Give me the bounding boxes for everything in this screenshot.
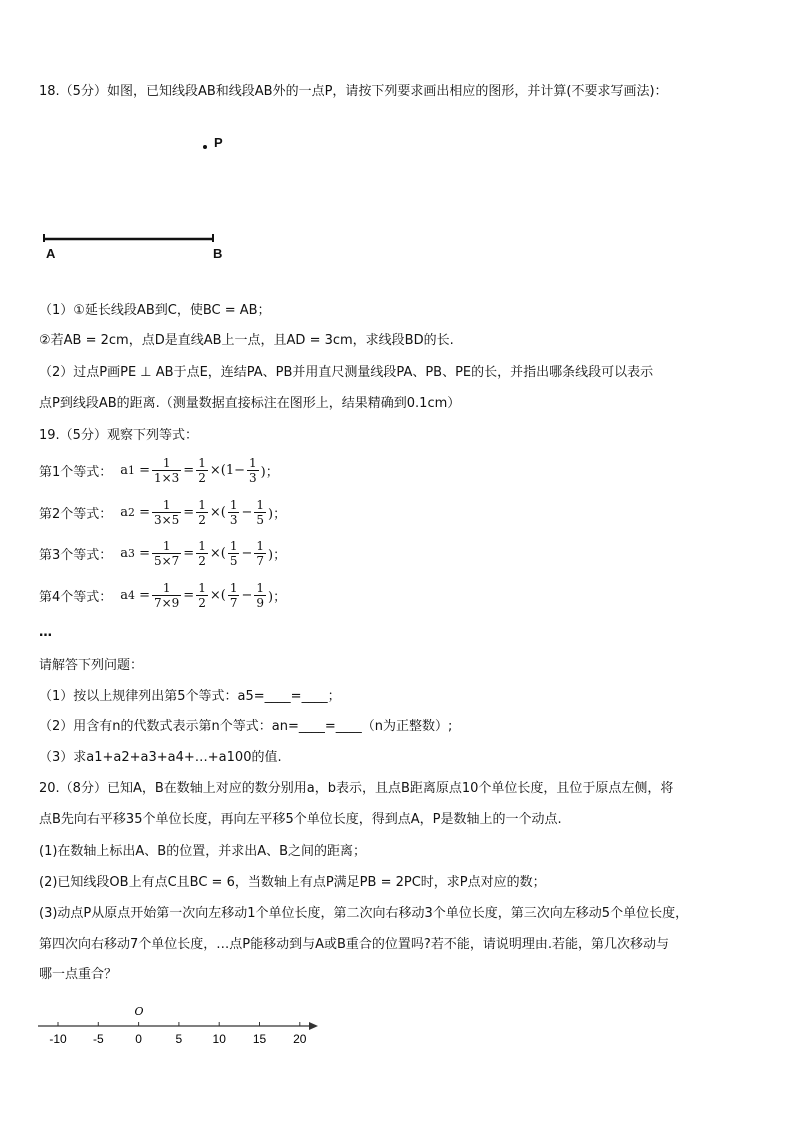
q20-line2: 点B先向右平移35个单位长度，再向左平移5个单位长度，得到点A，P是数轴上的一个动点. (39, 812, 562, 827)
axis-tick-label: 20 (293, 1032, 307, 1046)
ellipsis: … (39, 625, 52, 640)
point-p-dot (203, 145, 207, 149)
axis-tick-label: -10 (49, 1032, 67, 1046)
equation-1: 第1个等式： a 1 = $\frac{1}{1\times 3}$ = $\frac{1}{2}$ × (1− $\frac{1}{3}$ )； (39, 455, 279, 485)
point-p-label: P (214, 135, 223, 150)
point-a-label: A (46, 246, 56, 261)
origin-label: O (134, 1005, 144, 1018)
q18-part2b: 点P到线段AB的距离.（测量数据直接标注在图形上，结果精确到0.1cm） (39, 396, 461, 411)
q18-part2a: （2）过点P画PE ⊥ AB于点E，连结PA、PB并用直尺测量线段PA、PB、PE的长，并指出哪条线段可以表示 (39, 365, 654, 380)
q20-line1: 20.（8分）已知A，B在数轴上对应的数分别用a，b表示，且点B距离原点10个单位长度，且位于原点左侧，将 (39, 781, 674, 796)
axis-tick-label: 10 (212, 1032, 226, 1046)
equation-2: 第2个等式： a 2 = $\frac{1}{3\times 5}$ = $\frac{1}{2}$ × ( $\frac{1}{3}$ − $\frac{1}{5}$ )； (39, 497, 287, 527)
equation-3: 第3个等式： a 3 = $\frac{1}{5\times 7}$ = $\frac{1}{2}$ × ( $\frac{1}{5}$ − $\frac{1}{7}$ )； (39, 538, 287, 568)
q20-line4: (2)已知线段OB上有点C且BC = 6，当数轴上有点P满足PB = 2PC时，求P点对应的数； (39, 875, 546, 890)
equation-4: 第4个等式： a 4 = $\frac{1}{7\times 9}$ = $\frac{1}{2}$ × ( $\frac{1}{7}$ − $\frac{1}{9}$ )； (39, 580, 287, 610)
point-b-label: B (213, 246, 223, 261)
axis-tick-label: 0 (135, 1032, 142, 1046)
q19-sub2: （2）用含有n的代数式表示第n个等式：an=____=____（n为正整数）; (39, 719, 453, 734)
axis-tick-label: -5 (92, 1032, 104, 1046)
q20-line6: 第四次向右移动7个单位长度，…点P能移动到与A或B重合的位置吗?若不能，请说明理由.若能，第几次移动与 (39, 937, 669, 952)
q19-sub1: （1）按以上规律列出第5个等式：a5=____=____； (39, 689, 341, 704)
axis-tick-label: 15 (252, 1032, 267, 1046)
q18-part1a: （1）①延长线段AB到C，使BC = AB； (39, 303, 271, 318)
q19-sub3: （3）求a1+a2+a3+a4+…+a100的值. (39, 750, 282, 765)
q20-line5: (3)动点P从原点开始第一次向左移动1个单位长度，第二次向右移动3个单位长度，第三次向左移动5个单位长度， (39, 906, 689, 921)
q18-header: 18.（5分）如图，已知线段AB和线段AB外的一点P，请按下列要求画出相应的图形，并计算(不要求写画法)： (39, 84, 668, 99)
q20-line3: (1)在数轴上标出A、B的位置，并求出A、B之间的距离； (39, 844, 367, 859)
q19-ask: 请解答下列问题： (39, 658, 144, 673)
axis-tick-label: 5 (175, 1032, 183, 1046)
q20-line7: 哪一点重合？ (39, 967, 118, 982)
q18-part1b: ②若AB = 2cm，点D是直线AB上一点，且AD = 3cm，求线段BD的长. (39, 333, 454, 348)
q19-header: 19.（5分）观察下列等式： (39, 428, 198, 443)
